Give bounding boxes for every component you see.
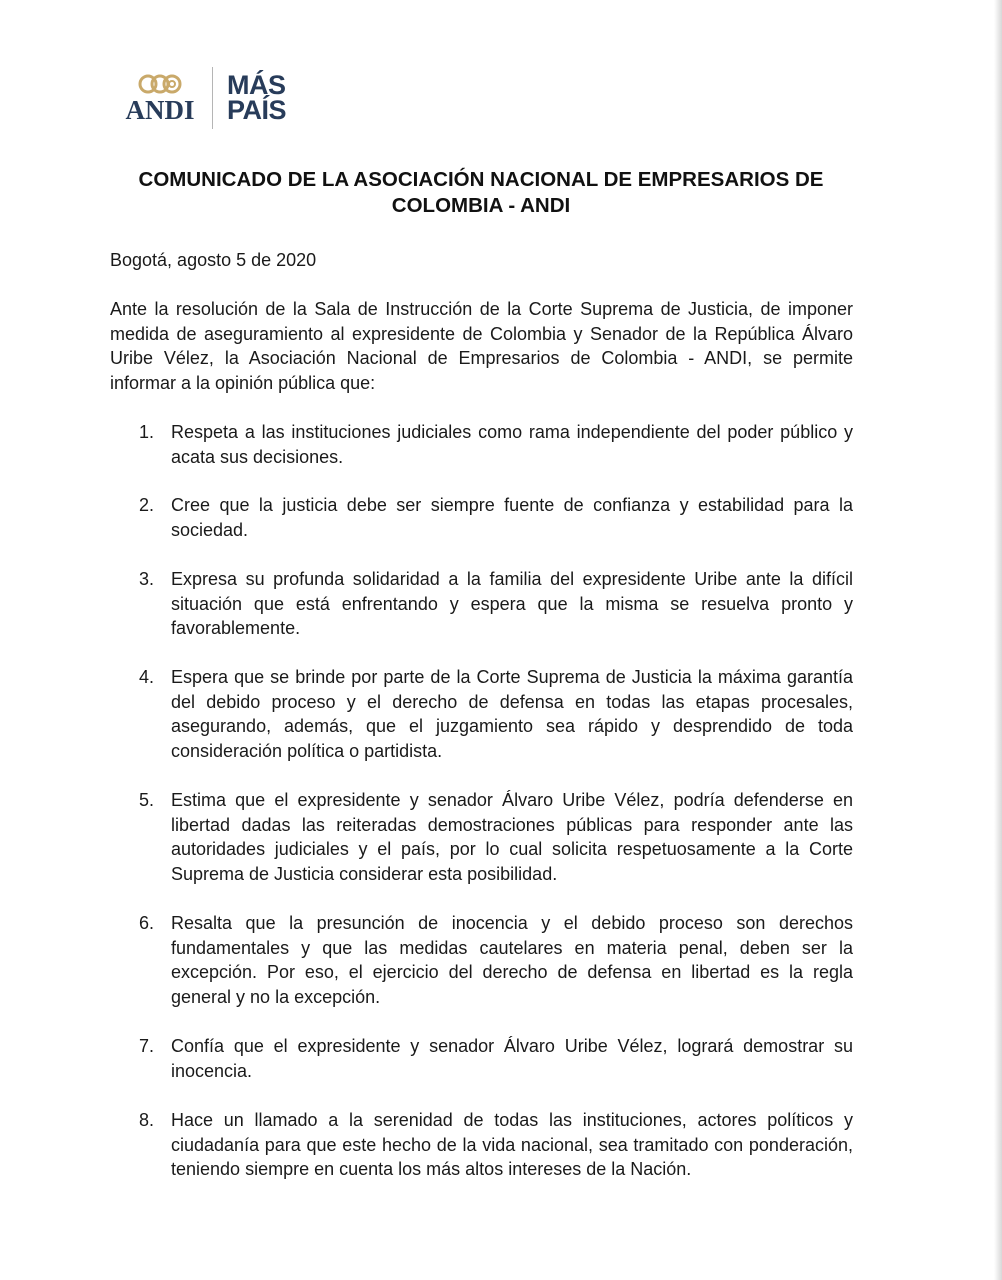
list-item-number: 4.	[139, 667, 155, 687]
list-item-number: 7.	[139, 1036, 155, 1056]
list-item-number: 2.	[139, 495, 155, 515]
document-title: COMUNICADO DE LA ASOCIACIÓN NACIONAL DE EMPRESARIOS DE COLOMBIA - ANDI	[138, 168, 824, 217]
list-item-text: Estima que el expresidente y senador Álvaro Uribe Vélez, podría defenderse en libertad dadas las reiteradas demostraciones públicas para responder ante las autoridades judiciales y el país, por lo cual solicita respetuosamente a la Corte Suprema de Justicia considerar esta posibilidad.	[171, 790, 853, 884]
list-item-text: Confía que el expresidente y senador Álvaro Uribe Vélez, logrará demostrar su inocencia.	[171, 1036, 853, 1081]
andi-mas-pais-logo	[118, 66, 286, 130]
list-item-number: 3.	[139, 569, 155, 589]
document-date: Bogotá, agosto 5 de 2020	[110, 250, 317, 270]
mas-pais-logo	[227, 70, 287, 125]
list-item-number: 5.	[139, 790, 155, 810]
logo-divider	[212, 67, 213, 129]
list-item-text: Cree que la justicia debe ser siempre fuente de confianza y estabilidad para la sociedad.	[171, 495, 853, 540]
andi-wordmark: ANDI	[125, 95, 195, 125]
mas-pais-line2: PAÍS	[227, 95, 287, 125]
list-item-text: Resalta que la presunción de inocencia y el debido proceso son derechos fundamentales y que las medidas cautelares en materia penal, deben ser la excepción. Por eso, el ejercicio del derecho de defensa en libertad es la regla general y no la excepción.	[171, 913, 853, 1007]
list-item-text: Espera que se brinde por parte de la Corte Suprema de Justicia la máxima garantía del debido proceso y el derecho de defensa en todas las etapas procesales, asegurando, además, que el juzgamiento sea rápido y desprendido de toda consideración política o partidista.	[171, 667, 853, 761]
list-item-number: 6.	[139, 913, 155, 933]
list-item-text: Hace un llamado a la serenidad de todas las instituciones, actores políticos y ciudadanía para que este hecho de la vida nacional, sea tramitado con ponderación, teniendo siempre en cuenta los más altos intereses de la Nación.	[171, 1110, 853, 1179]
mas-pais-line1: MÁS	[227, 70, 286, 100]
andi-logo	[118, 73, 202, 123]
andi-rings-icon	[135, 73, 185, 95]
intro-paragraph: Ante la resolución de la Sala de Instrucción de la Corte Suprema de Justicia, de imponer medida de aseguramiento al expresidente de Colombia y Senador de la República Álvaro Uribe Vélez, la Asociación Nacional de Empresarios de Colombia - ANDI, se permite informar a la opinión pública que:	[110, 299, 853, 393]
list-item-number: 1.	[139, 422, 155, 442]
page-edge-shadow	[994, 0, 1002, 1280]
list-item-text: Expresa su profunda solidaridad a la familia del expresidente Uribe ante la difícil situación que está enfrentando y espera que la misma se resuelva pronto y favorablemente.	[171, 569, 853, 638]
list-item-text: Respeta a las instituciones judiciales como rama independiente del poder público y acata sus decisiones.	[171, 422, 853, 467]
list-item-number: 8.	[139, 1110, 155, 1130]
